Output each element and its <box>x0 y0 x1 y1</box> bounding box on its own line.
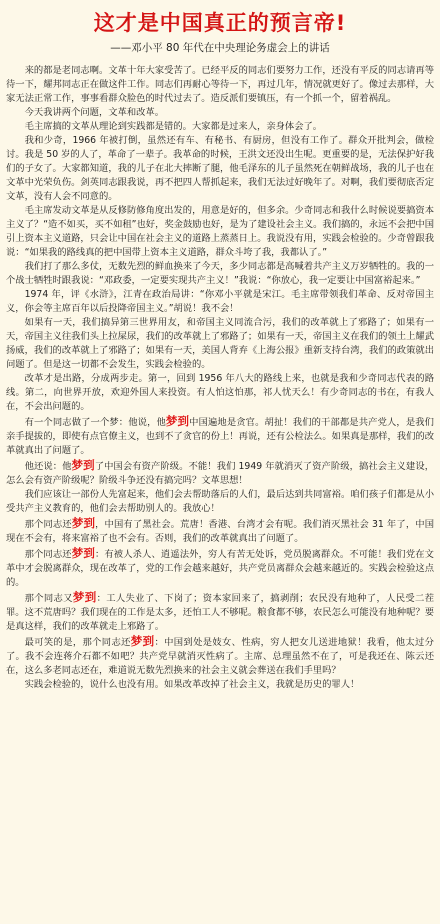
paragraph-text: 我们打了那么多仗，无数先烈的鲜血换来了今天，多少同志都是高喊着共产主义万岁牺牲的。我的一个战士牺牲时跟我说：“邓政委，一定要实现共产主义！”我说：“你放心，我一定要让中国富裕起来。” <box>6 261 434 286</box>
article-subtitle: ——邓小平 80 年代在中央理论务虚会上的讲话 <box>110 42 330 54</box>
paragraph-text: 如果有一天，我们搞异第三世界用友，和帝国主义同流合污，我们的改革就上了邪路了；如果有一天，帝国主义往我们头上拉屎尿，我们的改革就上了邪路了；如果有一天，帝国主义在我们的领土上耀武扬威，我们的改革就上了邪路了；如果有一天，美国人背弃《上海公报》重新支持台湾，我们的政策就出问题了。但是这一切都不会发生，实践会检验的。 <box>6 317 434 370</box>
paragraph <box>6 288 434 316</box>
paragraph-text: ：工人失业了、下岗了；资本家回来了，搞剥削；农民没有地种了，人民受二茬罪。这不荒唐吗？我们现在的工作是太多，还怕工人不够呢。粮食都不够，农民怎么可能没有地种呢？要是真这样，我们的改革就走上邪路了。 <box>6 593 434 632</box>
paragraph-text: 那个同志还 <box>24 519 72 530</box>
paragraph <box>6 372 434 414</box>
paragraph <box>6 678 434 692</box>
paragraph-text: ：中国到处是妓女、性病，穷人把女儿送进地狱！我看，他太过分了。我不会连蒋介石都不如吧？共产党早就消灭性病了。主席、总理虽然不在了，可是我还在、陈云还在，这么多老同志还在，难道说无数先烈换来的社会主义就会葬送在我们手里吗？ <box>6 637 434 676</box>
article-body <box>6 64 434 692</box>
paragraph <box>6 590 434 634</box>
paragraph-text: 今天我讲两个问题，文革和改革。 <box>24 107 165 118</box>
paragraph-text: 有一个同志做了一个梦：他说，他 <box>24 417 166 428</box>
article-title: 这才是中国真正的预言帝! <box>93 11 347 35</box>
paragraph-text: 毛主席搞的文革从理论到实践都是错的。大家都是过来人，亲身体会了。 <box>24 121 323 132</box>
paragraph <box>6 120 434 134</box>
highlighted-keyword: 梦到 <box>72 590 97 604</box>
paragraph-text: 他还说：他 <box>24 461 72 472</box>
paragraph-text: ：有被人杀人、逍遥法外，穷人有苦无处诉，党员脱离群众。不可能！我们党在文革中才会脱离群众，现在改革了，党的工作会越来越好，共产党员离群众会越来越近的。实践会检验这点的。 <box>6 549 434 588</box>
paragraph-text: 中国遍地是贪官。胡扯！我们的干部都是共产党人，是我们亲手提拔的，即使有点官僚主义，也到不了贪官的份上！再说，还有公检法么。如果真是那样，我们的改革就真出了问题了。 <box>6 417 434 456</box>
highlighted-keyword: 梦到 <box>130 634 155 648</box>
paragraph-text: 来的都是老同志啊。文革十年大家受苦了。已经平反的同志们要努力工作，还没有平反的同志请再等待一下，耀邦同志正在做这件工作。同志们再耐心等待一下，再过几年，情况就更好了。像过去那样，大家无法正常工作，事事看群众脸色的时代过去了。造反派们要镇压，有一个抓一个，留着祸乱。 <box>6 65 434 104</box>
paragraph <box>6 546 434 590</box>
paragraph-text: 那个同志又 <box>24 593 73 604</box>
paragraph <box>6 458 434 488</box>
paragraph <box>6 488 434 516</box>
paragraph-text: ，中国有了黑社会。荒唐！香港、台湾才会有呢。我们消灭黑社会 31 年了，中国现在不会有，将来富裕了也不会有。否则，我们的改革就真出了问题了。 <box>6 519 434 544</box>
highlighted-keyword: 梦到 <box>165 414 190 428</box>
paragraph-text: 我们应该让一部份人先富起来，他们会去帮助落后的人们，最后达到共同富裕。咱们孩子们都是从小受共产主义教育的，他们会去帮助别人的。我放心！ <box>6 489 434 514</box>
paragraph <box>6 634 434 678</box>
paragraph <box>6 414 434 458</box>
paragraph <box>6 134 434 204</box>
paragraph-text: 了中国会有资产阶级。不能！我们 1949 年就消灭了资产阶级，搞社会主义建设，怎么会有资产阶级呢？阶级斗争还没有搞完吗？文革思想！ <box>6 461 434 486</box>
paragraph <box>6 316 434 372</box>
highlighted-keyword: 梦到 <box>71 458 95 472</box>
paragraph-text: 改革才是出路，分成两步走。第一，回到 1956 年八大的路线上来，也就是我和少奇同志代表的路线。第二，向世界开放，欢迎外国人来投资。有人怕这怕那，祁人忧天么！有少奇同志的书在，有我人在，不会出问题的。 <box>6 373 434 412</box>
paragraph-text: 我和少奇，1966 年被打倒，虽然还有车、有秘书、有厨房，但没有工作了。群众开批判会，做检讨。我是 50 岁的人了，革命了一辈子。我革命的时候，王洪文还没出生呢。更重要的是，无法保护好我们的子女了。大家都知道，我的儿子在北大摔断了腿，他毛泽东的儿子虽然死在朝鲜战场，我的儿子也在文革中光荣负伤。剑英同志跟我说，再不把四人帮抓起来，我们无法过好晚年了。对啊，我们要彻底否定文革，没有人会不同意的。 <box>6 135 434 202</box>
paragraph <box>6 516 434 546</box>
highlighted-keyword: 梦到 <box>71 516 96 530</box>
paragraph-text: 那个同志还 <box>24 549 72 560</box>
paragraph <box>6 204 434 260</box>
paragraph-text: 毛主席发动文革是从反修防修角度出发的，用意是好的，但多余。少奇同志和我什么时候说要搞资本主义了？“造不如买，买不如租”也好，奖金鼓励也好，是为了建设社会主义。我们搞的，永远不会把中国引上资本主义道路，只会让中国在社会主义的道路上蒸蒸日上。我说没有用，实践会检验的。少奇曾跟我说：“如果我的路线真的把中国带上资本主义道路，群众斗垮了我，我都认了。” <box>6 205 434 258</box>
paragraph <box>6 260 434 288</box>
paragraph <box>6 64 434 106</box>
highlighted-keyword: 梦到 <box>71 546 95 560</box>
paragraph-text: 最可笑的是，那个同志还 <box>24 637 131 648</box>
paragraph <box>6 106 434 120</box>
paragraph-text: 1974 年，评《水浒》，江青在政治局讲：“你邓小平就是宋江。毛主席带领我们革命、反对帝国主义，你会等主席百年以后投降帝国主义。”胡说！我不会！ <box>6 289 434 314</box>
paragraph-text: 实践会检验的，说什么也没有用。如果改革改掉了社会主义，我就是历史的罪人！ <box>24 679 360 690</box>
